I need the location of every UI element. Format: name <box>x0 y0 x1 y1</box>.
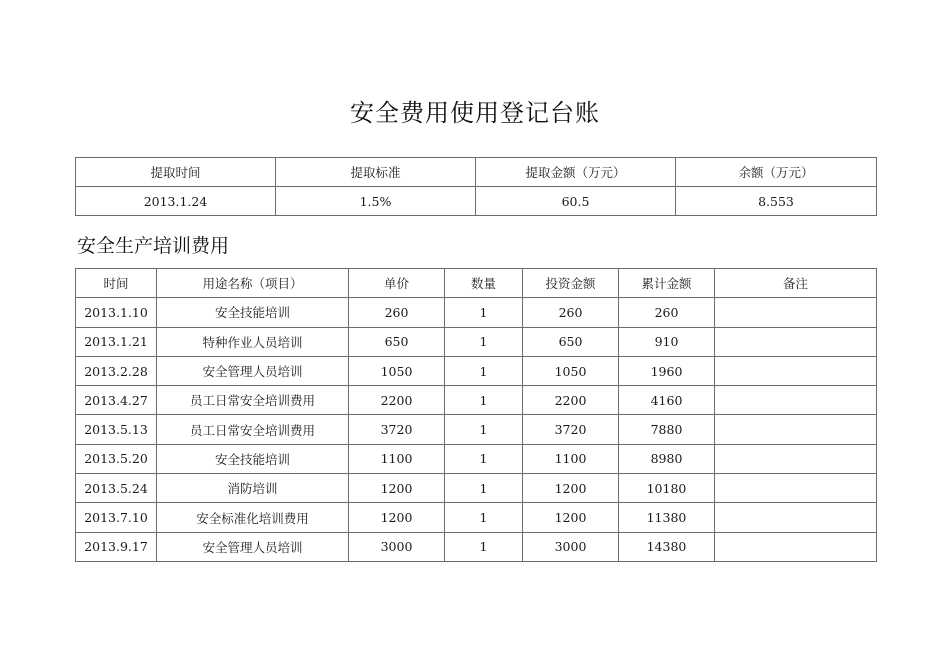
cell-cumulative: 14380 <box>619 532 715 561</box>
cell-investment: 1100 <box>523 444 619 473</box>
summary-row <box>76 187 877 216</box>
cell-time: 2013.5.20 <box>76 444 157 473</box>
cell-remarks <box>715 532 877 561</box>
cell-quantity: 1 <box>445 356 523 385</box>
cell-purpose: 消防培训 <box>157 474 349 503</box>
cell-unit-price: 3000 <box>349 532 445 561</box>
cell-time: 2013.2.28 <box>76 356 157 385</box>
cell-unit-price: 1200 <box>349 503 445 532</box>
cell-investment: 260 <box>523 298 619 327</box>
col-header-cumulative: 累计金额 <box>619 269 715 298</box>
cell-purpose: 安全管理人员培训 <box>157 532 349 561</box>
cell-remarks <box>715 327 877 356</box>
cell-remarks <box>715 474 877 503</box>
summary-header-cell: 余额（万元） <box>676 158 877 187</box>
cell-purpose: 安全技能培训 <box>157 298 349 327</box>
cell-purpose: 员工日常安全培训费用 <box>157 415 349 444</box>
col-header-investment: 投资金额 <box>523 269 619 298</box>
cell-time: 2013.1.10 <box>76 298 157 327</box>
cell-time: 2013.7.10 <box>76 503 157 532</box>
cell-quantity: 1 <box>445 503 523 532</box>
table-row <box>76 474 877 503</box>
table-row <box>76 298 877 327</box>
table-row <box>76 444 877 473</box>
training-header-row <box>76 269 877 298</box>
cell-unit-price: 1050 <box>349 356 445 385</box>
cell-cumulative: 7880 <box>619 415 715 444</box>
summary-table <box>75 157 877 216</box>
cell-time: 2013.4.27 <box>76 386 157 415</box>
cell-unit-price: 2200 <box>349 386 445 415</box>
cell-purpose: 特种作业人员培训 <box>157 327 349 356</box>
cell-unit-price: 650 <box>349 327 445 356</box>
cell-remarks <box>715 415 877 444</box>
cell-cumulative: 11380 <box>619 503 715 532</box>
cell-cumulative: 260 <box>619 298 715 327</box>
cell-cumulative: 10180 <box>619 474 715 503</box>
section-heading: 安全生产培训费用 <box>77 235 230 257</box>
cell-unit-price: 3720 <box>349 415 445 444</box>
cell-cumulative: 8980 <box>619 444 715 473</box>
summary-header-cell: 提取标准 <box>276 158 476 187</box>
col-header-time: 时间 <box>76 269 157 298</box>
cell-investment: 3720 <box>523 415 619 444</box>
cell-investment: 1050 <box>523 356 619 385</box>
cell-quantity: 1 <box>445 386 523 415</box>
cell-remarks <box>715 386 877 415</box>
cell-investment: 3000 <box>523 532 619 561</box>
cell-quantity: 1 <box>445 327 523 356</box>
summary-cell: 2013.1.24 <box>76 187 276 216</box>
summary-header-cell: 提取金额（万元） <box>476 158 676 187</box>
col-header-unit-price: 单价 <box>349 269 445 298</box>
cell-quantity: 1 <box>445 415 523 444</box>
cell-quantity: 1 <box>445 532 523 561</box>
cell-cumulative: 1960 <box>619 356 715 385</box>
cell-investment: 1200 <box>523 474 619 503</box>
col-header-quantity: 数量 <box>445 269 523 298</box>
cell-purpose: 安全技能培训 <box>157 444 349 473</box>
cell-investment: 2200 <box>523 386 619 415</box>
summary-cell: 1.5% <box>276 187 476 216</box>
col-header-purpose: 用途名称（项目） <box>157 269 349 298</box>
cell-purpose: 员工日常安全培训费用 <box>157 386 349 415</box>
cell-unit-price: 260 <box>349 298 445 327</box>
cell-investment: 1200 <box>523 503 619 532</box>
cell-time: 2013.5.24 <box>76 474 157 503</box>
table-row <box>76 356 877 385</box>
cell-quantity: 1 <box>445 444 523 473</box>
cell-remarks <box>715 298 877 327</box>
cell-remarks <box>715 503 877 532</box>
cell-remarks <box>715 356 877 385</box>
cell-quantity: 1 <box>445 474 523 503</box>
col-header-remarks: 备注 <box>715 269 877 298</box>
cell-unit-price: 1100 <box>349 444 445 473</box>
summary-cell: 8.553 <box>676 187 877 216</box>
summary-header-row <box>76 158 877 187</box>
summary-cell: 60.5 <box>476 187 676 216</box>
cell-cumulative: 4160 <box>619 386 715 415</box>
table-row <box>76 386 877 415</box>
training-table <box>75 268 877 562</box>
table-row <box>76 415 877 444</box>
table-row <box>76 532 877 561</box>
cell-quantity: 1 <box>445 298 523 327</box>
cell-purpose: 安全标准化培训费用 <box>157 503 349 532</box>
cell-purpose: 安全管理人员培训 <box>157 356 349 385</box>
cell-unit-price: 1200 <box>349 474 445 503</box>
table-row <box>76 327 877 356</box>
cell-time: 2013.5.13 <box>76 415 157 444</box>
page-title: 安全费用使用登记台账 <box>350 99 600 127</box>
cell-remarks <box>715 444 877 473</box>
cell-time: 2013.1.21 <box>76 327 157 356</box>
table-row <box>76 503 877 532</box>
cell-cumulative: 910 <box>619 327 715 356</box>
cell-investment: 650 <box>523 327 619 356</box>
cell-time: 2013.9.17 <box>76 532 157 561</box>
summary-header-cell: 提取时间 <box>76 158 276 187</box>
